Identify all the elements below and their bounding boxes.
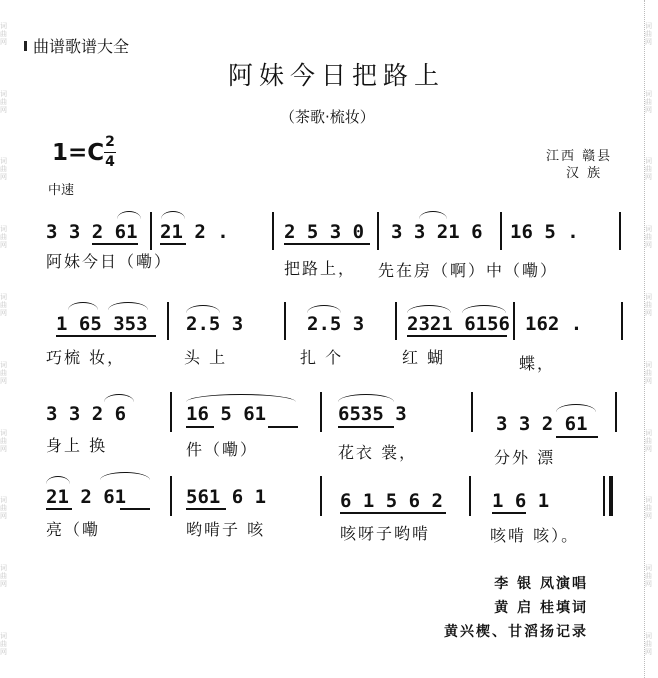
notation-segment: 2.5 3	[307, 313, 365, 335]
watermark-text: 词曲网	[0, 293, 7, 318]
watermark-text: 词曲网	[0, 632, 7, 657]
barline	[500, 212, 502, 250]
barline	[320, 476, 322, 516]
barline	[615, 392, 617, 432]
bullet-icon	[24, 41, 27, 51]
time-signature-top: 2	[105, 134, 115, 150]
slur-mark	[186, 305, 220, 313]
notation-segment: 6 1 5 6 2	[340, 490, 443, 512]
watermark-text: 词曲网	[0, 157, 7, 182]
tempo-marking: 中速	[48, 183, 75, 198]
key-signature: 1=C	[52, 140, 105, 166]
credit-singer: 李 银 凤演唱	[494, 576, 588, 592]
barline	[469, 476, 471, 516]
lyric-segment: 咳呀子哟啃	[340, 524, 431, 543]
rhythm-underline	[46, 508, 72, 510]
watermark-text: 词曲网	[645, 157, 652, 182]
rhythm-underline	[160, 243, 186, 245]
watermark-text: 词曲网	[0, 496, 7, 521]
slur-mark	[104, 394, 134, 402]
time-signature-bottom: 4	[105, 154, 115, 170]
site-header[interactable]	[24, 34, 129, 57]
barline	[603, 476, 605, 516]
right-watermark-strip	[645, 0, 658, 678]
notation-segment: 1 6 1	[492, 490, 550, 512]
song-subtitle: （茶歌·梳妆）	[280, 108, 375, 126]
notation-segment: 21 2 61	[46, 486, 127, 508]
barline	[513, 302, 515, 340]
song-title: 阿妹今日把路上	[228, 61, 446, 90]
lyric-segment: 身上 换	[46, 436, 108, 455]
lyric-segment: 哟啃子 咳	[186, 520, 266, 539]
notation-segment: 3 3 2 61	[46, 221, 138, 243]
watermark-text: 词曲网	[0, 564, 7, 589]
notation-segment: 21 2 .	[160, 221, 229, 243]
slur-mark	[108, 302, 148, 310]
barline	[167, 302, 169, 340]
lyric-segment: 先在房（啊）中（嘞）	[378, 261, 559, 280]
watermark-text: 词曲网	[645, 632, 652, 657]
watermark-text: 词曲网	[645, 293, 652, 318]
lyric-segment: 蝶，	[519, 354, 556, 373]
rhythm-underline	[556, 436, 598, 438]
credit-lyricist: 黄 启 桂填词	[494, 600, 588, 616]
slur-mark	[117, 211, 141, 219]
watermark-text: 词曲网	[645, 564, 652, 589]
rhythm-underline	[186, 508, 226, 510]
slur-mark	[338, 394, 394, 402]
final-barline	[609, 476, 613, 516]
barline	[170, 392, 172, 432]
watermark-text: 词曲网	[645, 225, 652, 250]
lyric-segment: 扎 个	[300, 348, 344, 367]
lyric-segment: 件（嘞）	[186, 440, 259, 459]
notation-segment: 3 3 21 6	[391, 221, 483, 243]
slur-mark	[161, 211, 185, 219]
slur-mark	[462, 305, 506, 313]
barline	[272, 212, 274, 250]
watermark-text: 词曲网	[645, 89, 652, 114]
barline	[619, 212, 621, 250]
lyric-segment: 阿妹今日（嘞）	[46, 252, 173, 271]
rhythm-underline	[338, 426, 394, 428]
notation-segment: 3 3 2 61	[496, 413, 588, 435]
rhythm-underline	[340, 512, 446, 514]
time-signature-divider	[104, 152, 116, 153]
rhythm-underline	[492, 512, 526, 514]
watermark-text: 词曲网	[0, 21, 7, 46]
rhythm-underline	[407, 335, 507, 337]
slur-mark	[100, 472, 150, 480]
barline	[395, 302, 397, 340]
watermark-text: 词曲网	[0, 89, 7, 114]
watermark-text: 词曲网	[0, 225, 7, 250]
lyric-segment: 巧梳 妆，	[46, 348, 126, 367]
notation-segment: 6535 3	[338, 403, 407, 425]
notation-segment: 3 3 2 6	[46, 403, 127, 425]
slur-mark	[407, 305, 451, 313]
notation-segment: 2 5 3 0	[284, 221, 365, 243]
region-line-2: 汉 族	[566, 166, 603, 181]
region-line-1: 江西 赣县	[546, 149, 613, 164]
watermark-text: 词曲网	[645, 21, 652, 46]
lyric-segment: 分外 漂	[494, 448, 556, 467]
rhythm-underline	[186, 426, 214, 428]
lyric-segment: 花衣 裳，	[338, 443, 418, 462]
barline	[150, 212, 152, 250]
barline	[471, 392, 473, 432]
rhythm-underline	[56, 335, 156, 337]
slur-mark	[307, 305, 341, 313]
notation-segment: 162 .	[525, 313, 583, 335]
barline	[284, 302, 286, 340]
left-watermark-strip	[0, 0, 13, 678]
lyric-segment: 亮（嘞	[46, 520, 101, 539]
watermark-text: 词曲网	[645, 360, 652, 385]
watermark-text: 词曲网	[645, 496, 652, 521]
slur-mark	[68, 302, 98, 310]
watermark-text: 词曲网	[645, 428, 652, 453]
lyric-segment: 咳啃 咳）。	[490, 526, 580, 545]
lyric-segment: 头 上	[184, 348, 228, 367]
rhythm-underline	[92, 243, 138, 245]
slur-mark	[46, 476, 70, 484]
barline	[621, 302, 623, 340]
watermark-text: 词曲网	[0, 428, 7, 453]
lyric-segment: 把路上，	[284, 259, 357, 278]
slur-mark	[419, 211, 447, 219]
rhythm-underline	[284, 243, 370, 245]
credits-block	[444, 572, 588, 644]
site-header-label: 曲谱歌谱大全	[33, 37, 130, 56]
watermark-text: 词曲网	[0, 360, 7, 385]
time-signature	[104, 134, 116, 171]
notation-segment: 16 5 .	[510, 221, 579, 243]
notation-segment: 1 65 353	[56, 313, 148, 335]
slur-mark	[556, 404, 596, 412]
notation-segment: 16 5 61	[186, 403, 267, 425]
notation-segment: 2321 6156	[407, 313, 510, 335]
rhythm-underline	[120, 508, 150, 510]
barline	[170, 476, 172, 516]
region-label	[546, 148, 612, 182]
slur-mark	[186, 394, 296, 402]
notation-segment: 561 6 1	[186, 486, 267, 508]
barline	[377, 212, 379, 250]
notation-segment: 2.5 3	[186, 313, 244, 335]
barline	[320, 392, 322, 432]
rhythm-underline	[268, 426, 298, 428]
lyric-segment: 红 蝴	[402, 348, 446, 367]
credit-recorder: 黄兴楔、甘滔扬记录	[444, 624, 588, 640]
